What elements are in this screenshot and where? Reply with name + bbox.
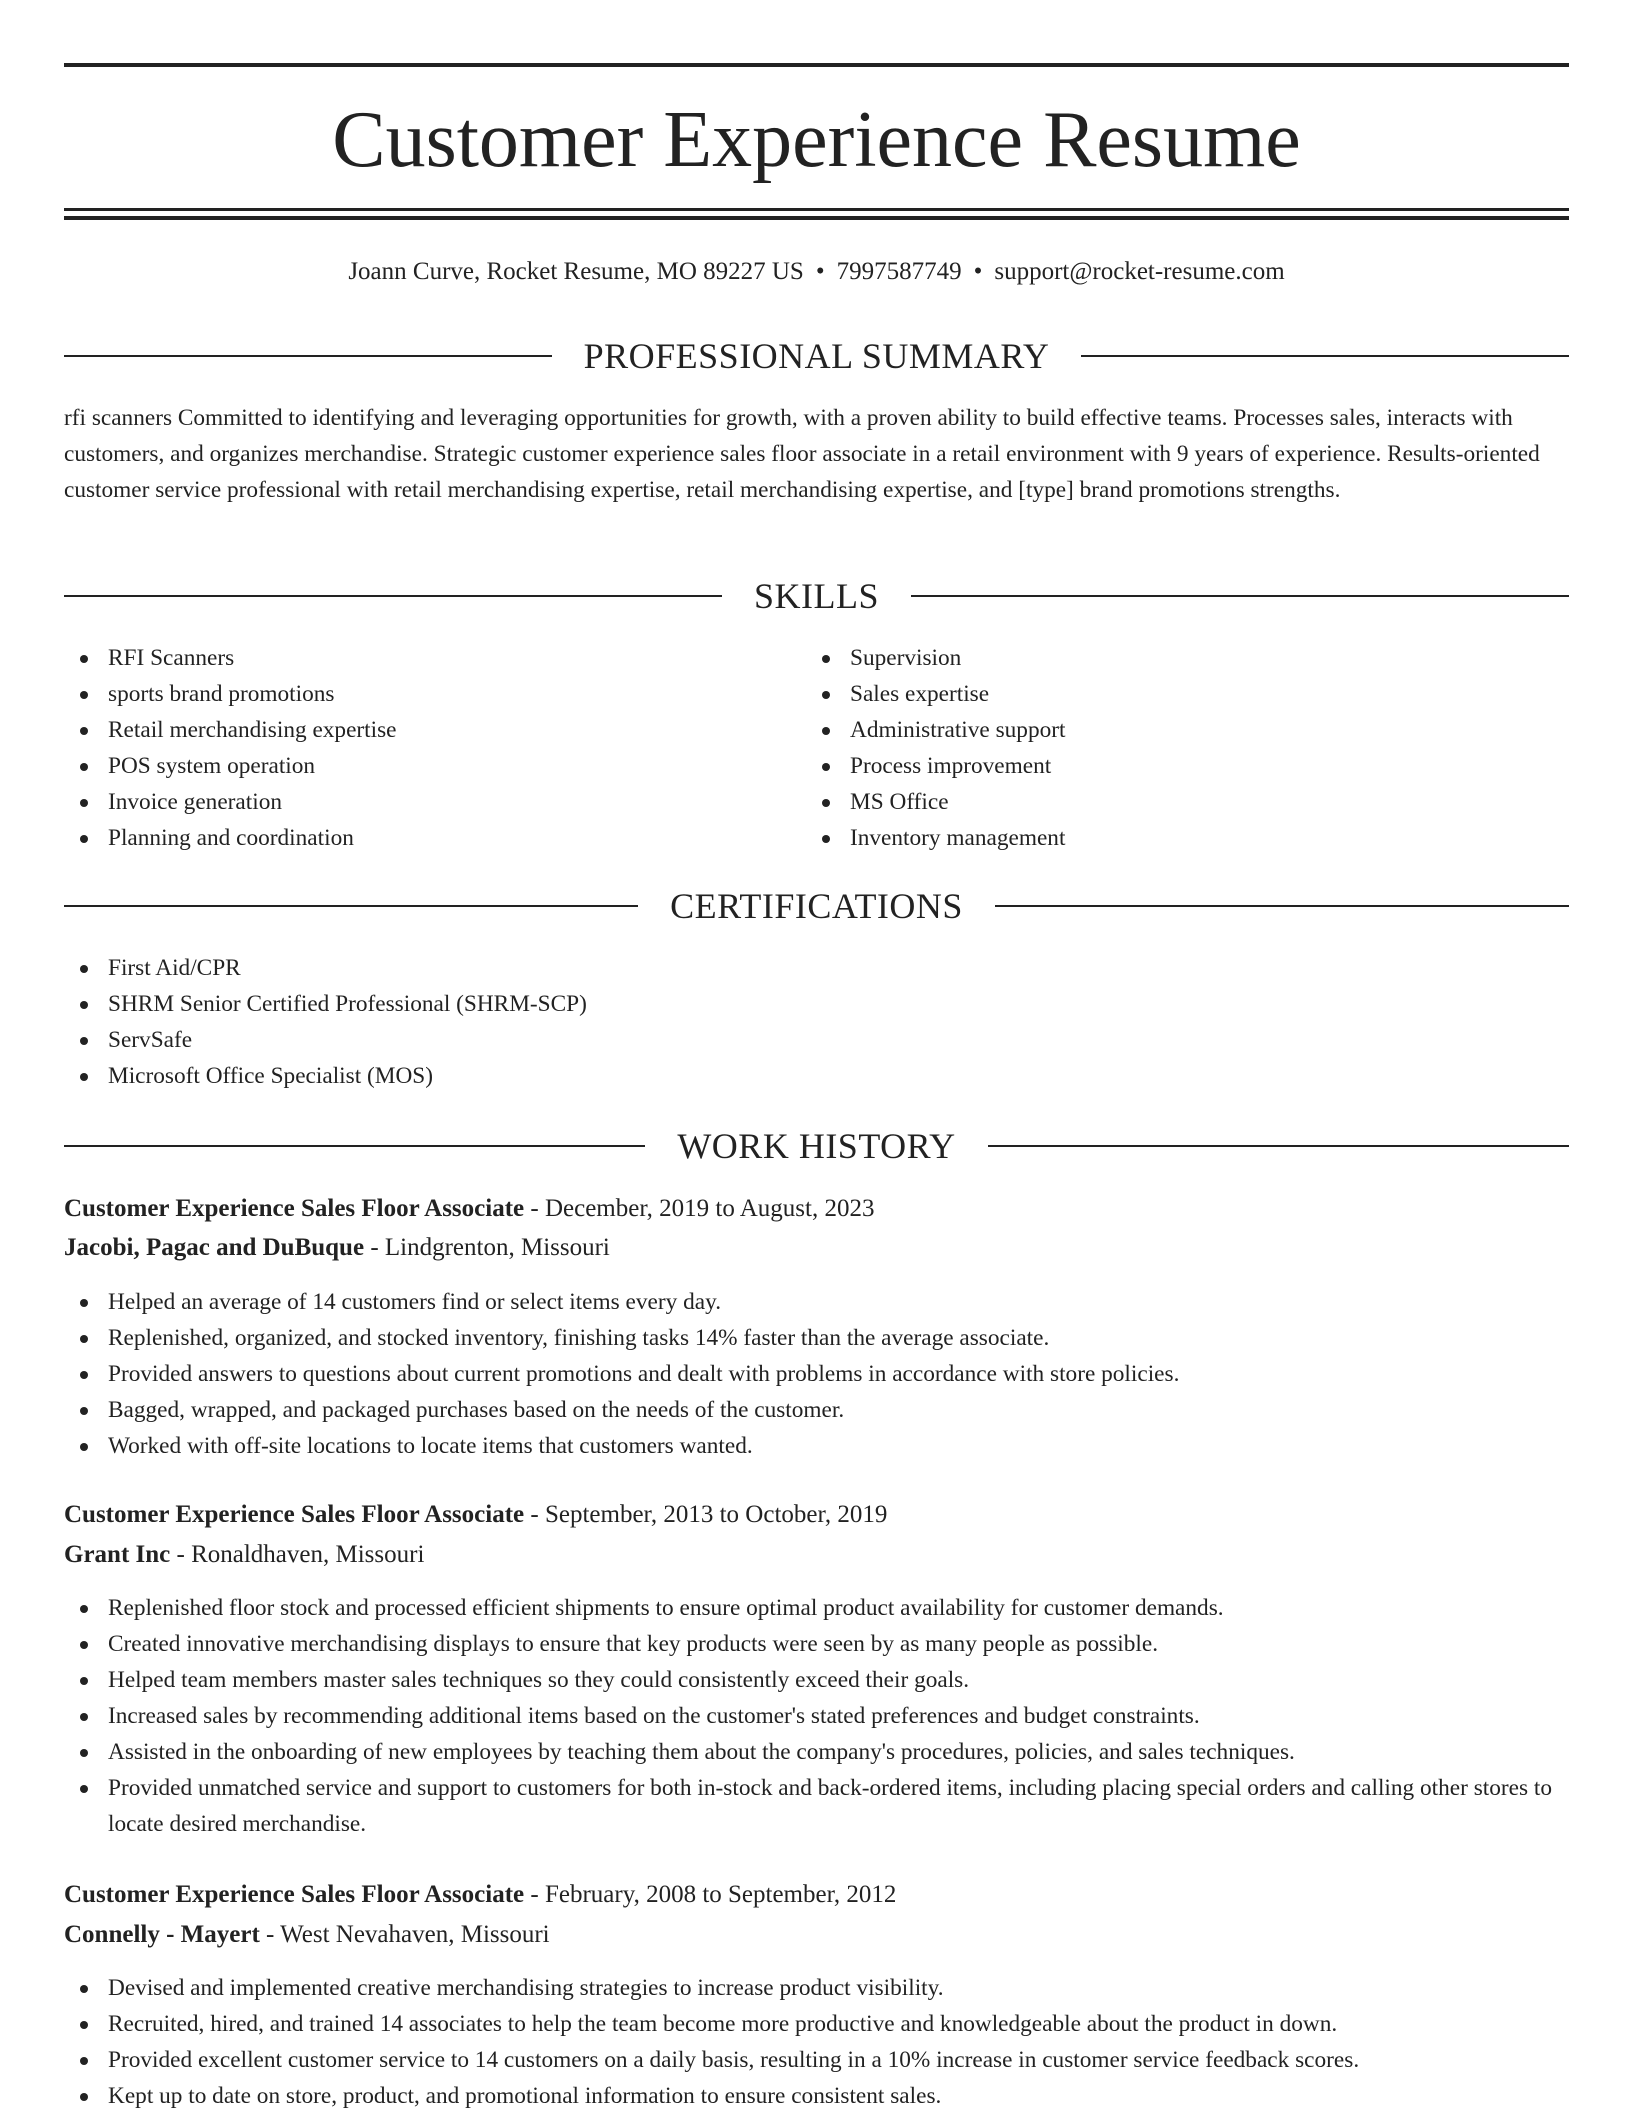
job-bullet: Helped team members master sales techniques so they could consistently exceed their goals. xyxy=(64,1662,1569,1698)
section-heading-work-history xyxy=(64,1126,1569,1166)
job-location: - Lindgrenton, Missouri xyxy=(364,1234,610,1261)
job-bullets xyxy=(64,1970,1569,2114)
skills-list-right xyxy=(806,640,1566,856)
section-heading-certifications xyxy=(64,886,1569,926)
job-title-line xyxy=(64,1191,1569,1227)
heading-rule xyxy=(64,905,638,907)
skill-item: Supervision xyxy=(806,640,1566,676)
skills-list-left xyxy=(64,640,804,856)
job-title-line xyxy=(64,1497,1569,1533)
contact-separator: • xyxy=(815,258,825,285)
skill-item: Process improvement xyxy=(806,748,1566,784)
job-company: Jacobi, Pagac and DuBuque xyxy=(64,1234,365,1261)
skill-item: Invoice generation xyxy=(64,784,804,820)
job-company: Grant Inc xyxy=(64,1541,171,1568)
contact-email: support@rocket-resume.com xyxy=(994,258,1285,285)
job-title: Customer Experience Sales Floor Associate xyxy=(64,1195,525,1222)
job-bullet: Worked with off-site locations to locate items that customers wanted. xyxy=(64,1428,1569,1464)
header-top-rule xyxy=(64,63,1569,67)
section-heading-label: WORK HISTORY xyxy=(677,1126,956,1166)
heading-rule xyxy=(64,1145,645,1147)
job-bullet: Provided unmatched service and support to customers for both in-stock and back-ordered items, including placing special orders and calling other stores to locate desired merchandise. xyxy=(64,1770,1569,1842)
heading-rule xyxy=(911,595,1569,597)
job-bullet: Provided excellent customer service to 14 customers on a daily basis, resulting in a 10% increase in customer service feedback scores. xyxy=(64,2042,1569,2078)
job-bullet: Recruited, hired, and trained 14 associates to help the team become more productive and knowledgeable about the product in down. xyxy=(64,2006,1569,2042)
skill-item: Retail merchandising expertise xyxy=(64,712,804,748)
heading-rule xyxy=(995,905,1569,907)
job-dates: - February, 2008 to September, 2012 xyxy=(524,1881,897,1908)
skill-item: Planning and coordination xyxy=(64,820,804,856)
section-heading-skills xyxy=(64,576,1569,616)
job-bullet: Created innovative merchandising displays to ensure that key products were seen by as many people as possible. xyxy=(64,1626,1569,1662)
certification-item: SHRM Senior Certified Professional (SHRM-SCP) xyxy=(64,986,1569,1022)
job-bullet: Helped an average of 14 customers find or select items every day. xyxy=(64,1284,1569,1320)
job-bullet: Kept up to date on store, product, and promotional information to ensure consistent sales. xyxy=(64,2078,1569,2114)
heading-rule xyxy=(988,1145,1569,1147)
skill-item: RFI Scanners xyxy=(64,640,804,676)
certification-item: Microsoft Office Specialist (MOS) xyxy=(64,1058,1569,1094)
contact-line xyxy=(64,254,1569,290)
job-location: - Ronaldhaven, Missouri xyxy=(170,1541,425,1568)
contact-phone: 7997587749 xyxy=(836,258,962,285)
heading-rule xyxy=(64,595,722,597)
skill-item: MS Office xyxy=(806,784,1566,820)
job-bullet: Devised and implemented creative merchandising strategies to increase product visibility. xyxy=(64,1970,1569,2006)
job-bullet: Increased sales by recommending additional items based on the customer's stated preferences and budget constraints. xyxy=(64,1698,1569,1734)
job-title-line xyxy=(64,1877,1569,1913)
job-bullet: Replenished, organized, and stocked inventory, finishing tasks 14% faster than the average associate. xyxy=(64,1320,1569,1356)
job-bullet: Bagged, wrapped, and packaged purchases based on the needs of the customer. xyxy=(64,1392,1569,1428)
job-company-line xyxy=(64,1230,1569,1266)
section-heading-label: PROFESSIONAL SUMMARY xyxy=(583,336,1050,376)
job-title: Customer Experience Sales Floor Associate xyxy=(64,1501,525,1528)
job-company: Connelly - Mayert xyxy=(64,1921,260,1948)
certification-item: First Aid/CPR xyxy=(64,950,1569,986)
summary-paragraph: rfi scanners Committed to identifying and leveraging opportunities for growth, with a proven ability to build effective teams. Processes sales, interacts with customers, and organizes merchandise. Strategic customer experience sales floor associate in a retail environment with 9 years of experience. Results-oriented customer service professional with retail merchandising expertise, retail merchandising expertise, and [type] brand promotions strengths. xyxy=(64,405,1540,503)
job-bullets xyxy=(64,1590,1569,1842)
job-bullet: Replenished floor stock and processed efficient shipments to ensure optimal product availability for customer demands. xyxy=(64,1590,1569,1626)
skill-item: POS system operation xyxy=(64,748,804,784)
job-bullet: Provided answers to questions about current promotions and dealt with problems in accordance with store policies. xyxy=(64,1356,1569,1392)
certification-item: ServSafe xyxy=(64,1022,1569,1058)
section-heading-label: CERTIFICATIONS xyxy=(670,886,963,926)
job-title: Customer Experience Sales Floor Associate xyxy=(64,1881,525,1908)
job-dates: - September, 2013 to October, 2019 xyxy=(524,1501,888,1528)
section-heading-label: SKILLS xyxy=(754,576,880,616)
contact-separator: • xyxy=(973,258,983,285)
section-heading-summary xyxy=(64,336,1569,376)
heading-rule xyxy=(64,355,552,357)
job-bullets xyxy=(64,1284,1569,1464)
skill-item: Sales expertise xyxy=(806,676,1566,712)
job-bullet: Assisted in the onboarding of new employees by teaching them about the company's procedures, policies, and sales techniques. xyxy=(64,1734,1569,1770)
header-double-rule xyxy=(64,208,1569,220)
skill-item: Inventory management xyxy=(806,820,1566,856)
certifications-list xyxy=(64,950,1569,1094)
job-company-line xyxy=(64,1917,1569,1953)
job-company-line xyxy=(64,1537,1569,1573)
job-dates: - December, 2019 to August, 2023 xyxy=(524,1195,875,1222)
skill-item: Administrative support xyxy=(806,712,1566,748)
skill-item: sports brand promotions xyxy=(64,676,804,712)
job-location: - West Nevahaven, Missouri xyxy=(259,1921,550,1948)
contact-address: Joann Curve, Rocket Resume, MO 89227 US xyxy=(348,258,804,285)
page-title: Customer Experience Resume xyxy=(332,96,1301,184)
heading-rule xyxy=(1081,355,1569,357)
